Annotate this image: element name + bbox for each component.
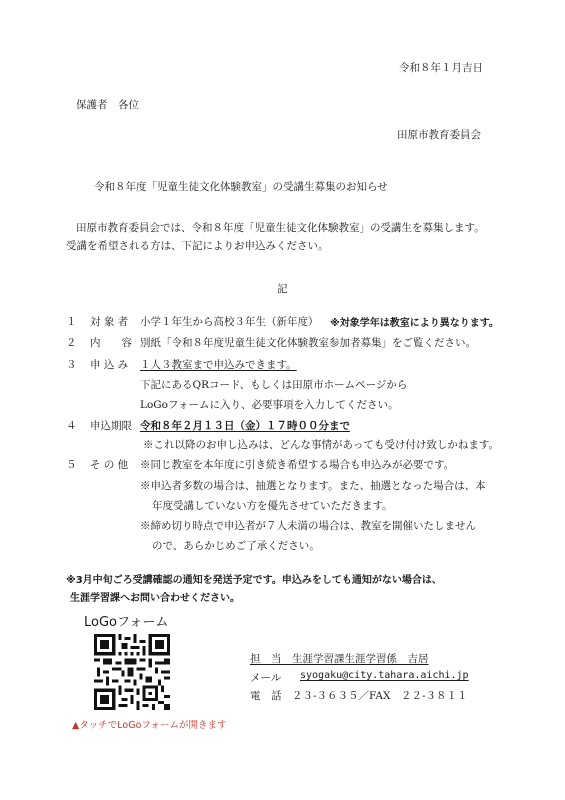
sender: 田原市教育委員会 [397, 129, 481, 141]
item-number: １ [66, 316, 77, 328]
item-line: ので、あらかじめご了承ください。 [152, 540, 320, 552]
intro-line-1: 田原市教育委員会では、令和８年度「児童生徒文化体験教室」の受講生を募集します。 [76, 222, 485, 234]
ki-heading: 記 [277, 283, 288, 295]
item-label: 内 容 [90, 337, 132, 349]
item-text: 別紙「令和８年度児童生徒文化体験教室参加者募集」をご覧ください。 [140, 337, 476, 349]
notice-line-1: ※3月中旬ごろ受講確認の通知を発送予定です。申込みをしても通知がない場合は、 [66, 575, 442, 586]
recipient: 保護者 各位 [76, 99, 139, 111]
intro-line-2: 受講を希望される方は、下記によりお申込みください。 [66, 240, 329, 252]
item-number: ５ [66, 459, 77, 471]
item-line: ※同じ教室を本年度に引き続き希望する場合も申込みが必要です。 [140, 459, 455, 471]
mail-address[interactable]: syogaku@city.tahara.aichi.jp [300, 670, 469, 681]
logo-form-title: LoGoフォーム [84, 615, 169, 630]
item-line: LoGoフォームに入り、必要事項を入力してください。 [140, 399, 399, 411]
item-line: ※申込者多数の場合は、抽選となります。また、抽選となった場合は、本 [140, 480, 486, 492]
document-date: 令和８年１月吉日 [399, 62, 483, 74]
item-number: ４ [66, 420, 77, 432]
document-subject: 令和８年度「児童生徒文化体験教室」の受講生募集のお知らせ [94, 181, 388, 193]
item-number: ２ [66, 337, 77, 349]
item-line: 下記にあるQRコード、もしくは田原市ホームページから [140, 379, 408, 391]
item-note: ※対象学年は教室により異なります。 [330, 318, 499, 329]
phone-fax: 電 話 ２３-３６３５／FAX ２２-３８１１ [250, 690, 468, 702]
deadline: 令和８年２月１３日（金）１７時００分まで [140, 420, 350, 432]
contact-person: 担 当 生涯学習課生涯学習係 吉居 [250, 653, 429, 665]
item-line: ※締め切り時点で申込者が７人未満の場合は、教室を開催いたしません [140, 520, 476, 532]
item-label: 申込期限 [90, 420, 132, 432]
qr-code[interactable] [94, 634, 170, 710]
item-text: 小学１年生から高校３年生（新年度） [140, 316, 319, 328]
mail-label: メール [250, 672, 282, 684]
item-line: 年度受講していない方を優先させていただきます。 [152, 500, 393, 512]
item-label: 対 象 者 [90, 316, 129, 328]
item-line: １人３教室まで申込みできます。 [140, 359, 297, 371]
item-number: ３ [66, 359, 77, 371]
qr-caption: ▲タッチでLoGoフォームが開きます [72, 720, 227, 731]
item-label: 申 込 み [90, 359, 129, 371]
item-note: ※これ以降のお申し込みは、どんな事情があっても受け付け致しかねます。 [143, 439, 500, 451]
item-label: そ の 他 [90, 459, 129, 471]
notice-line-2: 生涯学習課へお問い合わせください。 [70, 593, 240, 604]
